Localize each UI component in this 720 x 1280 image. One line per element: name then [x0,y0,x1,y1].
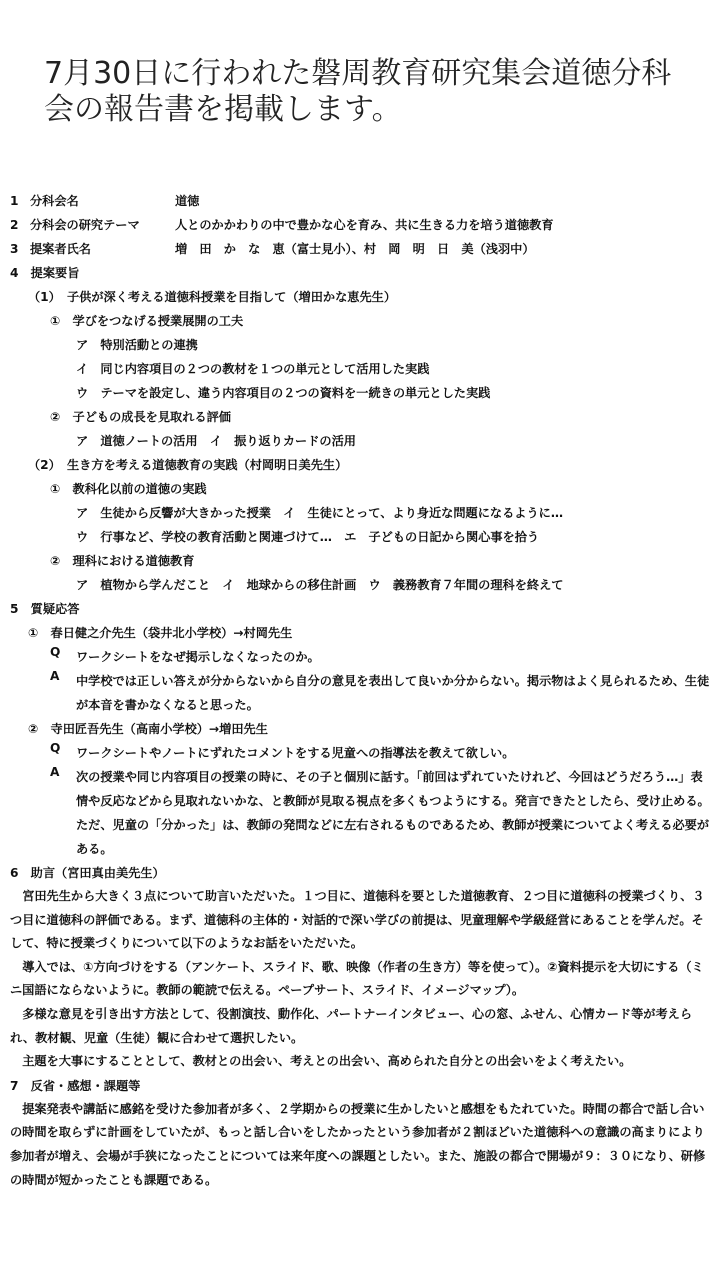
section-number: 3 [10,242,19,256]
proposal-1-item-a: ① 学びをつなげる授業展開の工夫 [50,314,244,328]
proposal-2-item-a-1: ア 生徒から反響が大きかった授業 イ 生徒にとって、より身近な問題になるように… [76,506,564,520]
answer-text: 次の授業や同じ内容項目の授業の時に、その子と個別に話す。「前回はずれていたけれど、今回はどうだろう…」表情や反応などから見取れないかな、と教師が見取る視点を多くもつようにする。発言できたとしたら、受け止める。ただ、児童の「分かった」は、教師の発問などに左右されるものであるため、教師が授業についてよく考える必要がある。 [76,770,710,856]
advice-paragraph: 導入では、①方向づけをする（アンケート、スライド、歌、映像（作者の生き方）等を使って）。②資料提示を大切にする（ミニ国語にならないように。教師の範読で伝える。ペープサート、スライド、イメージマップ）。 [10,959,704,998]
section-4-heading: 4 提案要旨 [10,266,80,280]
proposal-1-item-a-1: ア 特別活動との連携 [76,338,198,352]
qa-2-answer [10,765,710,861]
question-text: ワークシートをなぜ掲示しなくなったのか。 [76,650,320,664]
proposal-1-item-b-1: ア 道徳ノートの活用 イ 振り返りカードの活用 [76,434,356,448]
section-label: 分科会の研究テーマ [30,218,140,232]
proposal-1-item-b: ② 子どもの成長を見取れる評価 [50,410,231,424]
proposal-2-title: （2） 生き方を考える道徳教育の実践（村岡明日美先生） [28,458,348,472]
section-value: 人とのかかわりの中で豊かな心を育み、共に生きる力を培う道徳教育 [175,218,554,232]
report-body [10,189,710,1192]
section-label: 分科会名 [30,194,79,208]
proposal-2-item-b: ② 理科における道徳教育 [50,554,195,568]
qa-2-heading: ② 寺田匠吾先生（高南小学校）→増田先生 [28,722,268,736]
advice-paragraph: 多様な意見を引き出す方法として、役割演技、動作化、パートナーインタビュー、心の窓、ふせん、心情カード等が考えられ、教材観、児童（生徒）観に合わせて選択したい。 [10,1006,693,1045]
proposal-2-item-a-2: ウ 行事など、学校の教育活動と関連づけて… エ 子どもの日記から関心事を拾う [76,530,540,544]
page-title: 7月30日に行われた磐周教育研究集会道徳分科会の報告書を掲載します。 [44,56,672,127]
advice-paragraph: 宮田先生から大きく３点について助言いただいた。１つ目に、道徳科を要とした道徳教育、２つ目に道徳科の授業づくり、３つ目に道徳科の評価である。まず、道徳科の主体的・対話的で深い学びの前提は、児童理解や学級経営にあることを学んだ。そして、特に授業づくりについて以下のようなお話をいただいた。 [10,889,705,951]
qa-1-heading: ① 春日健之介先生（袋井北小学校）→村岡先生 [28,626,293,640]
proposal-1-title: （1） 子供が深く考える道徳科授業を目指して（増田かな恵先生） [28,290,397,304]
section-2 [10,213,710,237]
section-number: 1 [10,194,19,208]
qa-2-question [10,741,710,765]
answer-mark: A [50,669,60,683]
section-value: 増 田 か な 恵（富士見小）、村 岡 明 日 美（浅羽中） [175,242,535,256]
section-number: 2 [10,218,19,232]
proposal-1-item-a-3: ウ テーマを設定し、違う内容項目の２つの資料を一続きの単元とした実践 [76,386,491,400]
section-6-heading: 6 助言（宮田真由美先生） [10,866,165,880]
section-3 [10,237,710,261]
section-value: 道徳 [175,194,200,208]
proposal-2-item-a: ① 教科化以前の道徳の実践 [50,482,207,496]
section-1 [10,189,710,213]
qa-1-question [10,645,710,669]
proposal-1-item-a-2: イ 同じ内容項目の２つの教材を１つの単元として活用した実践 [76,362,430,376]
answer-mark: A [50,765,60,779]
question-mark: Q [50,645,61,659]
question-mark: Q [50,741,61,755]
question-text: ワークシートやノートにずれたコメントをする児童への指導法を教えて欲しい。 [76,746,515,760]
section-label: 提案者氏名 [30,242,91,256]
section-5-heading: 5 質疑応答 [10,602,80,616]
section-7-heading: 7 反省・感想・課題等 [10,1078,141,1093]
answer-text: 中学校では正しい答えが分からないから自分の意見を表出して良いか分からない。掲示物はよく見られるため、生徒が本音を書かなくなると思った。 [76,674,710,712]
proposal-2-item-b-1: ア 植物から学んだこと イ 地球からの移住計画 ウ 義務教育７年間の理科を終えて [76,578,564,592]
reflection-paragraph: 提案発表や講話に感銘を受けた参加者が多く、２学期からの授業に生かしたいと感想をもたれていた。時間の都合で話し合いの時間を取らずに計画をしていたが、もっと話し合いをしたかったという参加者が２割ほどいた道徳科への意識の高まりにより参加者が増え、会場が手狭になったことについては来年度への課題としたい。また、施設の都合で開場が９：３０になり、研修の時間が短かったことも課題である。 [10,1101,706,1187]
qa-1-answer [10,669,710,717]
advice-paragraph: 主題を大事にすることとして、教材との出会い、考えとの出会い、高められた自分との出会いをよく考えたい。 [22,1054,632,1069]
